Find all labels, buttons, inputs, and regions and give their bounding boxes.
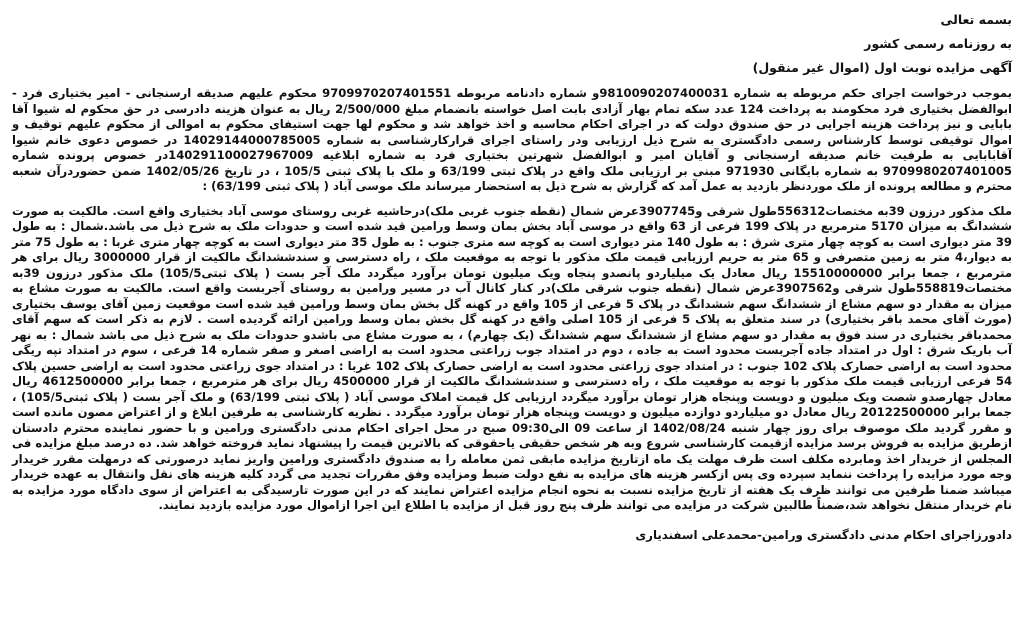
notice-paragraph-1: بموجب درخواست اجرای حکم مربوطه به شماره 9810090207400031و شماره دادنامه مربوطه 9709970207401551 محکوم علیهم صدیقه ارسنجانی - امیر بختیاری فرد - ابوالفضل بختیاری فرد محکومند به پرداخت 124 عدد سکه تمام بهار آزادی بابت اصل خواسته بانضمام مبلغ 2/500/000 ریال به عنوان هزینه دادرسی در حق محکوم له شیوا آقا بابایی و نیز پرداخت هزینه اجرایی در حق صندوق دولت که در اجرای احکام محاسبه و اخذ خواهد شد و محکوم لها جهت استیفای محکوم به اموالی از محکوم علیهم توقیف و اموال توقیفی توسط کارشناس رسمی دادگستری به شرح ذیل ارزیابی ودر راستای اجرای قرارکارشناسی به شماره 14029144000785005 در خصوص دعوی خانم شیوا آقابابایی به طرفیت خانم صدیقه ارسنجانی و آقایان امیر و ابوالفضل شهرتین بختیاری فرد به شماره ابلاغیه 140291100027967009در خصوص پرونده شماره 9709980207401005 به شماره بایگانی 971930 مبنی بر ارزیابی ملک واقع در پلاک ثبتی 63/199 و ملک با پلاک ثبتی 105/5 ، در تاریخ 1402/05/26 ضمن حضوردرآن شعبه محترم و مطالعه پرونده از ملک موردنظر بازدید به عمل آمد که گزارش به شرح ذیل به استحضار میرساند ملک موسی آباد ( پلاک ثبتی 63/199) : bbox=[12, 86, 1012, 193]
notice-paragraph-2: ملک مذکور درزون 39به مختصات556312طول شرقی و3907745عرض شمال (نقطه جنوب غربی ملک)درحاشیه غربی روستای موسی آباد بختیاری واقع است. مالکیت به صورت ششدانگ به میزان 5170 مترمربع در پلاک 199 فرعی از 63 واقع در موسی آباد بخش بمان وسط ورامین قید شده است و حدودات ملک به شرح ذیل می باشد.شمال : به طول 39 متر دیواری است به کوچه چهار متری شرق : به طول 140 متر دیواری است به کوچه سه متری جنوب : به طول 35 متر دیواری است به کوچه چهار متری غربا : به طول 75 متر به دیوار،4 متر به زمین متصرفی و 65 متر به حریم ارزیابی قیمت ملک مذکور با توجه به موقعیت ملک ، راه دسترسی و سندششدانگ مالکیت از قرار 3000000 ریال برای هر مترمربع ، جمعا برابر 15510000000 ریال معادل یک میلیاردو پانصدو پنجاه ویک میلیون تومان برآورد میگردد ملک آجر بست ( پلاک ثبتی105/5) ملک مذکور درزون 39به مختصات558819طول شرقی و3907562عرض شمال (نقطه جنوب شرقی ملک)در کنار کانال آب در مسیر ورامین به روستای آجربست واقع است. مالکیت به صورت مشاع به میزان به مقدار دو سهم مشاع از ششدانگ سهم ششدانگ در پلاک 5 فرعی از 105 واقع در کهنه گل بخش بمان وسط ورامین قید شده است موقعیت زمین آقای یوسف بختیاری (مورث آقای محمد باقر بختیاری) در سند متعلق به پلاک 5 فرعی از 105 اصلی واقع در کهنه گل بخش بمان وسط ورامین ارائه گردیده است . لازم به ذکر است که سهم آقای محمدباقر بختیاری در سند فوق به مقدار دو سهم مشاع از ششدانگ سهم ششدانگ (یک چهارم) ، به صورت مشاع می باشدو حدودات ملک به شرح ذیل می باشد شمال : به نهر آب باریک شرق : اول در امتداد جاده آجربست محدود است به جاده ، دوم در امتداد جوب زراعتی محدود است به اراضی اصغر و صفر شماره 14 فرعی ، سوم در امتداد تپه ریگی محدود است به اراضی حصارک پلاک 102 جنوب : در امتداد جوی زراعتی محدود است به اراضی حصارک پلاک 102 غربا : در امتداد جوی زراعتی محدود است به اراضی حسین پلاک 54 فرعی ارزیابی قیمت ملک مذکور با توجه به موقعیت ملک ، راه دسترسی و سندششدانگ مالکیت از قرار 4500000 ریال برای هر مترمربع ، جمعا برابر 4612500000 ریال معادل چهارصدو شصت ویک میلیون و دویست وپنجاه هزار تومان برآورد میگردد ارزیابی کل قیمت املاک موسی آباد ( پلاک ثبتی 63/199) و ملک آجر بست ( پلاک ثبتی105/5) ، جمعا برابر 20122500000 ریال معادل دو میلیاردو دوازده میلیون و دویست وپنجاه هزار تومان برآورد میگردد . نظریه کارشناسی به طرفین ابلاغ و از اعتراض مصون مانده است و مقرر گردید ملک موصوف برای روز چهار شنبه 1402/08/24 از ساعت 09 الی09:30 صبح در محل اجرای احکام مدنی دادگستری ورامین و با حضور نماینده محترم دادستان ازطریق مزایده به فروش برسد مزایده ازقیمت کارشناسی شروع وبه هر شخص حقیقی یاحقوقی که بالاترین قیمت را پیشنهاد نماید فروخته خواهد شد. ده درصد مبلغ مزایده فی المجلس از خریدار اخذ ومابرده مکلف است ظرف مهلت یک ماه ازتاریخ مزایده مابقی ثمن معامله را به صندوق دادگستری ورامین واریز نماید درصورتی که درمهلت مقرر خریدار وجه مورد مزایده را پرداخت ننماید سپرده وی پس ازکسر هزینه های مزایده به نفع دولت ضبط ومزایده وفق مقررات تجدید می گردد کلیه هزینه های نقل وانتقال به عهده خریدار میباشد ضمنا طرفین می توانند ظرف یک هفته از تاریخ مزایده نسبت به نحوه انجام مزایده اعتراض نمایند که در این صورت تارسیدگی به اعتراض از سوی دادگاه مورد مزایده به نام خریدار منتقل نخواهد شد،ضمناً طالبین شرکت در مزایده می توانند ظرف پنج روز قبل از مزایده با اطلاع این اجرا ازاموال مورد مزایده بازدید نمایند. bbox=[12, 203, 1013, 512]
recipient-line: به روزنامه رسمی کشور bbox=[864, 36, 1012, 51]
signature-line: دادورزاجرای احکام مدنی دادگستری ورامین-محمدعلی اسفندیاری bbox=[635, 527, 1012, 542]
basmala-heading: بسمه تعالی bbox=[940, 12, 1012, 27]
notice-title: آگهی مزایده نوبت اول (اموال غیر منقول) bbox=[752, 60, 1012, 75]
